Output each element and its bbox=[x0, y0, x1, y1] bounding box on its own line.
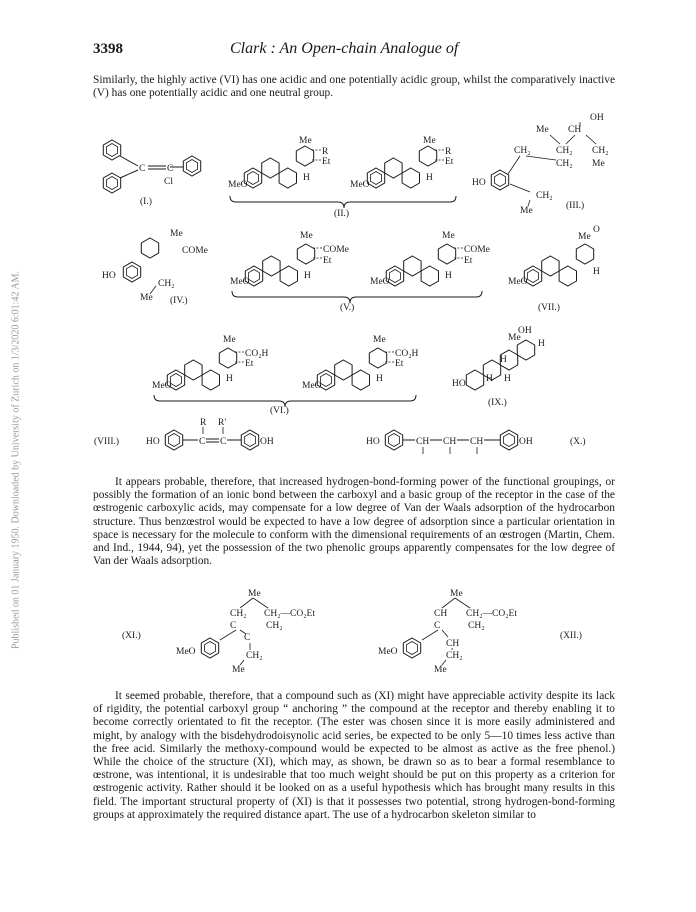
atom-et: Et bbox=[245, 359, 254, 369]
atom-ch2: CH₂ bbox=[556, 146, 573, 156]
atom-me: Me bbox=[248, 589, 261, 599]
atom-r: R bbox=[445, 147, 452, 157]
atom-me: Me bbox=[300, 231, 313, 241]
running-title: Clark : An Open-chain Analogue of bbox=[230, 40, 459, 57]
atom-r: R bbox=[322, 147, 329, 157]
atom-o: O bbox=[593, 225, 600, 235]
atom-me: Me bbox=[232, 665, 245, 675]
atom-ch2: CH₂ bbox=[514, 146, 531, 156]
atom-me: Me bbox=[578, 232, 591, 242]
atom-c: C bbox=[199, 437, 206, 447]
atom-r-prime: R′ bbox=[218, 418, 227, 428]
atom-meo: MeO bbox=[176, 647, 196, 657]
structure-figure-block bbox=[90, 108, 620, 458]
compound-label-v: (V.) bbox=[340, 303, 355, 313]
compound-x bbox=[366, 430, 586, 454]
atom-meo: MeO bbox=[302, 381, 322, 391]
atom-meo: MeO bbox=[508, 277, 528, 287]
compound-vi bbox=[152, 335, 419, 416]
atom-co2h: CO₂H bbox=[395, 349, 419, 359]
closing-paragraph: It seemed probable, therefore, that a compound such as (XI) might have appreciable activity despite its lack of rigidity, the potential carboxyl group “ anchoring ” the compound at the receptor and thereby enabling it to become correctly orientated to fit the receptor. (The ester was chosen since it is more easily administered and might, by analogy with the bisdehydrodoisynolic acid series, be expected to be only 5—10 times less active than the free acid. Similarly the methoxy-compound would be expected to be almost as active as the free phenol.) While the choice of the structure (XI), which may, as shown, be drawn so as to bear a formal resemblance to œstrone, was intentional, it is undesirable that too much weight should be put on this property as a criterion for œstrogenic activity. Rather should it be looked on as a useful hypothesis which has brought many results in this field. The important structural property of (XI) is that it possesses two potential, strong hydrogen-bond-forming groups at approximately the required distance apart. The use of a hydrocarbon skeleton similar to bbox=[93, 690, 615, 821]
compound-label-ii: (II.) bbox=[334, 209, 350, 219]
compound-label-i: (I.) bbox=[140, 197, 152, 207]
atom-ho: HO bbox=[452, 379, 466, 389]
compound-viii bbox=[94, 418, 274, 450]
atom-meo: MeO bbox=[152, 381, 172, 391]
atom-et: Et bbox=[464, 256, 473, 266]
atom-ch2: CH₂ bbox=[446, 651, 463, 661]
atom-me: Me bbox=[508, 333, 521, 343]
atom-me: Me bbox=[299, 136, 312, 146]
atom-ch2: CH₂ bbox=[230, 609, 247, 619]
atom-h: H bbox=[593, 267, 600, 277]
atom-co2h: CO₂H bbox=[245, 349, 269, 359]
middle-paragraph: It appears probable, therefore, that increased hydrogen-bond-forming power of the functional groupings, or possibly the formation of an ionic bond between the carboxyl and a basic group of the receptor in the case of the œstrogenic carboxylic acids, may compensate for a low degree of Van der Waals adsorption of the hydrocarbon structure. Thus benzœstrol would be expected to have a low degree of adsorption since a particular orientation in space is necessary for the molecule to conform with the dimensional requirements of an œstrogen (Martin, Chem. and Ind., 1944, 94), yet the possession of the two phenolic groups apparently compensates for the low degree of Van der Waals adsorption. bbox=[93, 476, 615, 568]
compound-v bbox=[230, 231, 490, 313]
compound-label-vii: (VII.) bbox=[538, 303, 560, 313]
atom-me: Me bbox=[450, 589, 463, 599]
atom-oh: OH bbox=[518, 326, 532, 336]
atom-ho: HO bbox=[472, 178, 486, 188]
atom-ch2: CH₂ bbox=[158, 279, 175, 289]
atom-me: Me bbox=[373, 335, 386, 345]
atom-meo: MeO bbox=[228, 180, 248, 190]
compound-label-x: (X.) bbox=[570, 437, 586, 447]
compound-ii bbox=[228, 136, 456, 219]
atom-me: Me bbox=[223, 335, 236, 345]
atom-ch: CH bbox=[470, 437, 484, 447]
atom-h: H bbox=[504, 374, 511, 384]
compound-ix bbox=[452, 326, 545, 408]
atom-ch2: CH₂ bbox=[266, 621, 283, 631]
compound-label-iv: (IV.) bbox=[170, 296, 188, 306]
atom-ch2: CH₂ bbox=[592, 146, 609, 156]
atom-h: H bbox=[538, 339, 545, 349]
atom-me: Me bbox=[442, 231, 455, 241]
compound-label-iii: (III.) bbox=[566, 201, 585, 211]
atom-ch: CH bbox=[568, 125, 582, 135]
page-number: 3398 bbox=[93, 41, 123, 57]
compound-label-viii: (VIII.) bbox=[94, 437, 120, 447]
atom-c: C bbox=[167, 164, 174, 174]
atom-h: H bbox=[486, 374, 493, 384]
compound-xii bbox=[378, 589, 582, 675]
atom-h: H bbox=[500, 355, 507, 365]
compound-label-xii: (XII.) bbox=[560, 631, 582, 641]
atom-me: Me bbox=[423, 136, 436, 146]
atom-h: H bbox=[226, 374, 233, 384]
atom-oh: OH bbox=[519, 437, 533, 447]
atom-me: Me bbox=[434, 665, 447, 675]
download-side-note: Published on 01 January 1950. Downloaded by University of Zurich on 1/3/2020 6:01:42 AM. bbox=[10, 270, 22, 650]
atom-c: C bbox=[220, 437, 227, 447]
atom-me: Me bbox=[520, 206, 533, 216]
atom-ch2: CH₂ bbox=[556, 159, 573, 169]
atom-h: H bbox=[304, 271, 311, 281]
atom-ho: HO bbox=[366, 437, 380, 447]
atom-meo: MeO bbox=[350, 180, 370, 190]
atom-ch2: CH₂ bbox=[536, 191, 553, 201]
atom-h: H bbox=[376, 374, 383, 384]
atom-et: Et bbox=[323, 256, 332, 266]
compound-label-ix: (IX.) bbox=[488, 398, 507, 408]
atom-c: C bbox=[139, 164, 146, 174]
compound-i bbox=[103, 140, 200, 207]
atom-ch2: CH₂ bbox=[246, 651, 263, 661]
compound-vii bbox=[508, 225, 600, 313]
atom-ch: CH bbox=[434, 609, 448, 619]
atom-et: Et bbox=[445, 157, 454, 167]
compound-xi bbox=[122, 589, 315, 675]
atom-ho: HO bbox=[102, 271, 116, 281]
atom-oh: OH bbox=[260, 437, 274, 447]
atom-ch: CH bbox=[446, 639, 460, 649]
atom-meo: MeO bbox=[370, 277, 390, 287]
compound-label-vi: (VI.) bbox=[270, 406, 289, 416]
compound-label-xi: (XI.) bbox=[122, 631, 141, 641]
atom-ch2co2et: CH₂—CO₂Et bbox=[466, 609, 517, 619]
atom-ch2co2et: CH₂—CO₂Et bbox=[264, 609, 315, 619]
atom-h: H bbox=[445, 271, 452, 281]
atom-me: Me bbox=[140, 293, 153, 303]
atom-ch: CH bbox=[443, 437, 457, 447]
atom-r: R bbox=[200, 418, 207, 428]
atom-c: C bbox=[434, 621, 441, 631]
intro-paragraph: Similarly, the highly active (VI) has one acidic and one potentially acidic group, whilst the comparatively inactive (V) has one potentially acidic and one neutral group. bbox=[93, 74, 615, 100]
atom-meo: MeO bbox=[230, 277, 250, 287]
atom-ch: CH bbox=[416, 437, 430, 447]
atom-come: COMe bbox=[182, 246, 208, 256]
atom-c: C bbox=[230, 621, 237, 631]
atom-cl: Cl bbox=[164, 177, 173, 187]
compound-iv bbox=[102, 229, 208, 306]
atom-h: H bbox=[426, 173, 433, 183]
atom-me: Me bbox=[592, 159, 605, 169]
atom-oh: OH bbox=[590, 113, 604, 123]
atom-me: Me bbox=[536, 125, 549, 135]
atom-come: COMe bbox=[323, 245, 349, 255]
atom-ho: HO bbox=[146, 437, 160, 447]
atom-c: C bbox=[244, 633, 251, 643]
atom-come: COMe bbox=[464, 245, 490, 255]
atom-meo: MeO bbox=[378, 647, 398, 657]
atom-me: Me bbox=[170, 229, 183, 239]
atom-et: Et bbox=[322, 157, 331, 167]
structure-figure-xi-xii bbox=[90, 588, 620, 688]
atom-ch2: CH₂ bbox=[468, 621, 485, 631]
compound-iii bbox=[472, 113, 609, 216]
atom-h: H bbox=[303, 173, 310, 183]
atom-et: Et bbox=[395, 359, 404, 369]
